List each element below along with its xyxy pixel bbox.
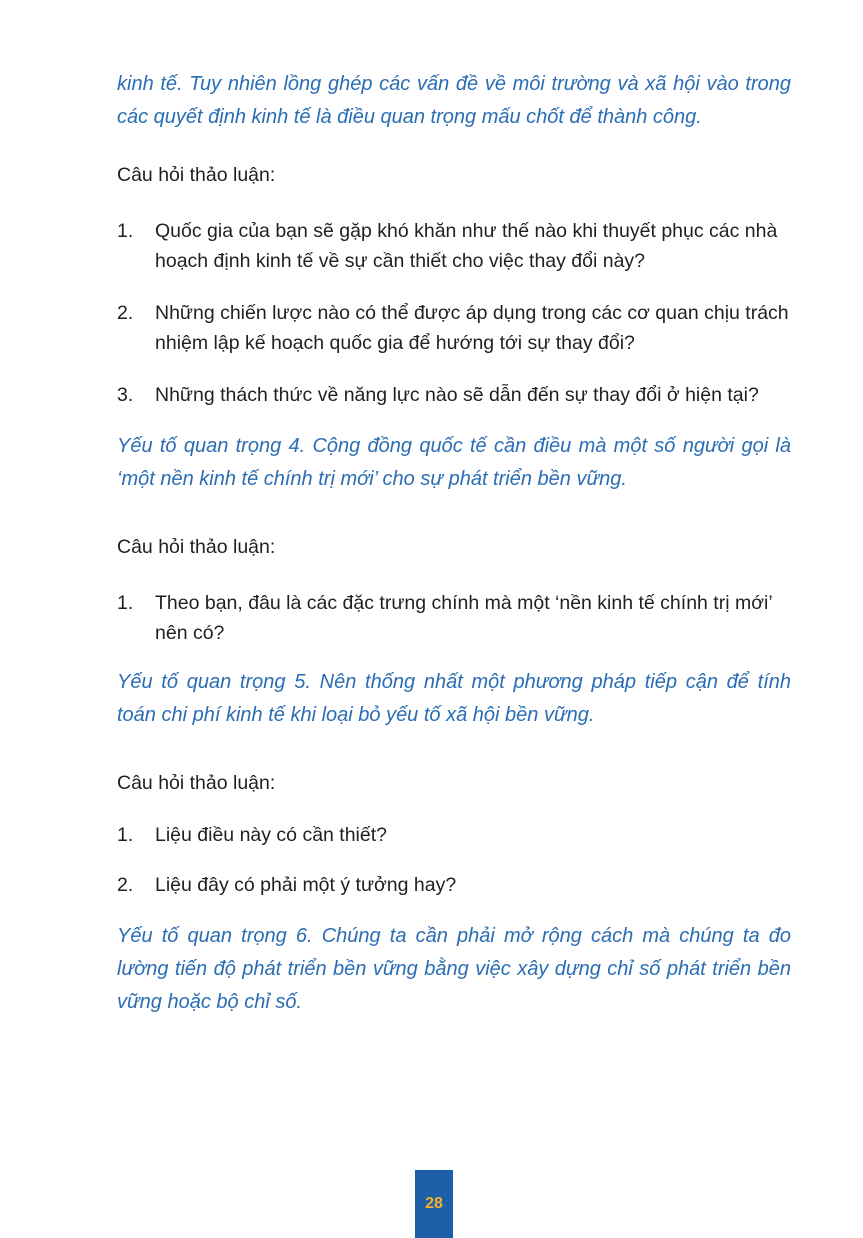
question-text: Những thách thức về năng lực nào sẽ dẫn đến sự thay đổi ở hiện tại? [155, 384, 759, 406]
question-item [117, 820, 791, 850]
question-list [117, 216, 791, 410]
question-list [117, 820, 791, 900]
question-number: 1. [117, 220, 134, 242]
question-item [117, 298, 791, 358]
question-text: Những chiến lược nào có thể được áp dụng trong các cơ quan chịu trách nhiệm lập kế hoạch quốc gia để hướng tới sự thay đổi? [155, 302, 789, 354]
question-text: Liệu đây có phải một ý tưởng hay? [155, 874, 457, 896]
question-number: 2. [117, 874, 134, 896]
question-number: 3. [117, 384, 134, 406]
question-number: 1. [117, 592, 134, 614]
question-list [117, 588, 791, 648]
question-item [117, 216, 791, 276]
question-text: Theo bạn, đâu là các đặc trưng chính mà một ‘nền kinh tế chính trị mới’ nên có? [155, 592, 772, 644]
question-number: 1. [117, 824, 134, 846]
key-factor-5: Yếu tố quan trọng 5. Nên thống nhất một phương pháp tiếp cận để tính toán chi phí kinh tế khi loại bỏ yếu tố xã hội bền vững. [117, 671, 791, 726]
discussion-heading: Câu hỏi thảo luận: [117, 164, 276, 186]
discussion-heading: Câu hỏi thảo luận: [117, 536, 276, 558]
intro-paragraph: kinh tế. Tuy nhiên lồng ghép các vấn đề về môi trường và xã hội vào trong các quyết định kinh tế là điều quan trọng mấu chốt để thành công. [117, 73, 791, 128]
question-number: 2. [117, 302, 134, 324]
key-factor-4: Yếu tố quan trọng 4. Cộng đồng quốc tế cần điều mà một số người gọi là ‘một nền kinh tế chính trị mới’ cho sự phát triển bền vững. [117, 435, 791, 490]
question-text: Quốc gia của bạn sẽ gặp khó khăn như thế nào khi thuyết phục các nhà hoạch định kinh tế về sự cần thiết cho việc thay đổi này? [155, 220, 778, 272]
discussion-heading: Câu hỏi thảo luận: [117, 772, 276, 794]
page-number: 28 [425, 1195, 443, 1212]
question-item [117, 870, 791, 900]
key-factor-6: Yếu tố quan trọng 6. Chúng ta cần phải mở rộng cách mà chúng ta đo lường tiến độ phát triển bền vững bằng việc xây dựng chỉ số phát triển bền vững hoặc bộ chỉ số. [117, 925, 791, 1013]
question-text: Liệu điều này có cần thiết? [155, 824, 388, 846]
page-content [117, 68, 791, 1019]
page-number-tab [415, 1170, 453, 1238]
question-item [117, 588, 791, 648]
question-item [117, 380, 791, 410]
